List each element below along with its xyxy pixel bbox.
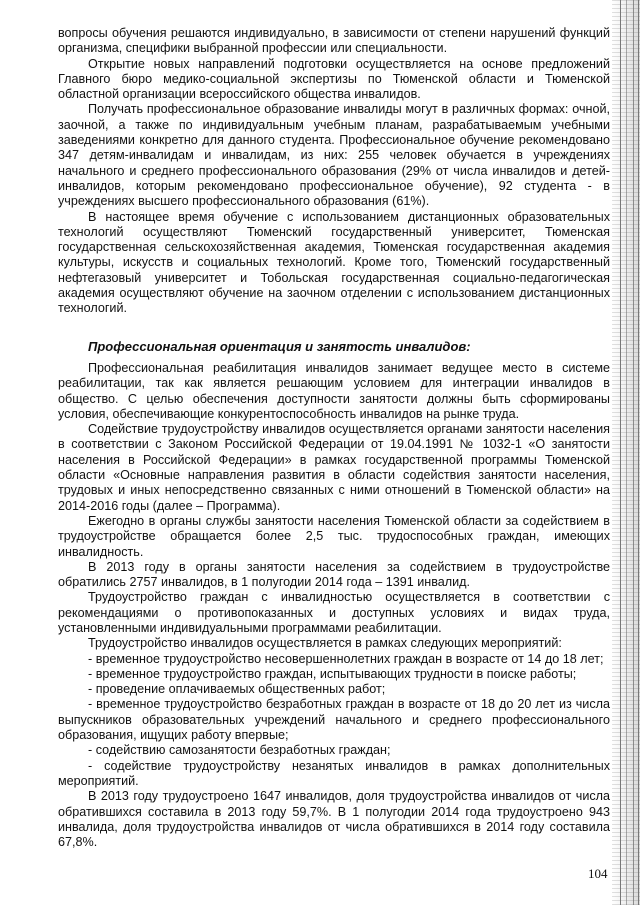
list-item: - временное трудоустройство граждан, испытывающих трудности в поиске работы; [88, 666, 577, 681]
paragraph: Содействие трудоустройству инвалидов осуществляется органами занятости населения в соответствии с Законом Российской Федерации от 19.04.1991 № 1032-1 «О занятости населения в Российской Федерации» в рамках государственной программы Тюменской области «Основные направления развития в области содействия занятости населения, трудовых и иных непосредственно связанных с ними отношений в Тюменской области» на 2014-2016 годы (далее – Программа). [58, 422, 610, 513]
intro-section [58, 26, 610, 317]
paragraph: В 2013 году трудоустроено 1647 инвалидов, доля трудоустройства инвалидов от числа обратившихся составила в 2013 году 59,7%. В 1 полугодии 2014 года трудоустроено 943 инвалида, доля трудоустройства инвалидов от числа обратившихся в 2014 году составила 67,8%. [58, 789, 610, 850]
list-item: - содействию самозанятости безработных граждан; [88, 743, 391, 758]
list-item: - содействие трудоустройству незанятых инвалидов в рамках дополнительных мероприятий. [58, 758, 610, 788]
paragraph: Трудоустройство инвалидов осуществляется в рамках следующих мероприятий: [88, 636, 562, 651]
document-page [58, 26, 610, 850]
paragraph: Профессиональная реабилитация инвалидов занимает ведущее место в системе реабилитации, так как является решающим условием для интеграции инвалидов в общество. С целью обеспечения доступности занятости должны быть сформированы условия, обеспечивающие конкурентоспособность инвалидов на рынке труда. [58, 360, 610, 421]
list-item: - временное трудоустройство несовершеннолетних граждан в возрасте от 14 до 18 лет; [88, 651, 604, 666]
scan-edge-artifact [612, 0, 640, 905]
list-item: - временное трудоустройство безработных граждан в возрасте от 18 до 20 лет из числа выпускников образовательных учреждений начального и среднего профессионального образования, ищущих работу впервые; [58, 697, 610, 743]
section-heading: Профессиональная ориентация и занятость инвалидов: [88, 338, 471, 354]
paragraph: Ежегодно в органы службы занятости населения Тюменской области за содействием в трудоустройстве обращается более 2,5 тыс. трудоспособных граждан, имеющих инвалидность. [58, 513, 610, 559]
page-number: 104 [588, 866, 608, 881]
paragraph: вопросы обучения решаются индивидуально, в зависимости от степени нарушений функций организма, специфики выбранной профессии или специальности. [58, 26, 610, 56]
paragraph: Открытие новых направлений подготовки осуществляется на основе предложений Главного бюро медико-социальной экспертизы по Тюменской области и Тюменской областной организации всероссийского общества инвалидов. [58, 56, 610, 102]
paragraph: Получать профессиональное образование инвалиды могут в различных формах: очной, заочной, а также по индивидуальным учебным планам, разрабатываемым учебными заведениями конкретно для данного студента. Профессиональное обучение рекомендовано 347 детям-инвалидам и инвалидам, из них: 255 человек обучается в учреждениях начального и среднего профессионального образования (29% от числа инвалидов и детей-инвалидов, которым рекомендовано профессиональное обучение), 92 студента - в учреждениях высшего профессионального образования (61%). [58, 102, 610, 209]
paragraph: В настоящее время обучение с использованием дистанционных образовательных технологий осуществляют Тюменский государственный университет, Тюменская государственная сельскохозяйственная академия, Тюменская государственная академия культуры, искусств и социальных технологий. Кроме того, Тюменский государственный нефтегазовый университет и Тобольская государственная социально-педагогическая академия осуществляют обучение на заочном отделении с использованием дистанционных технологий. [58, 209, 610, 316]
employment-section [58, 361, 610, 851]
paragraph: Трудоустройство граждан с инвалидностью осуществляется в соответствии с рекомендациями о противопоказанных и доступных условиях и видах труда, установленными индивидуальными программами реабилитации. [58, 590, 610, 635]
list-item: - проведение оплачиваемых общественных работ; [88, 682, 386, 697]
paragraph: В 2013 году в органы занятости населения за содействием в трудоустройстве обратились 2757 инвалидов, в 1 полугодии 2014 года – 1391 инвалид. [58, 559, 610, 590]
